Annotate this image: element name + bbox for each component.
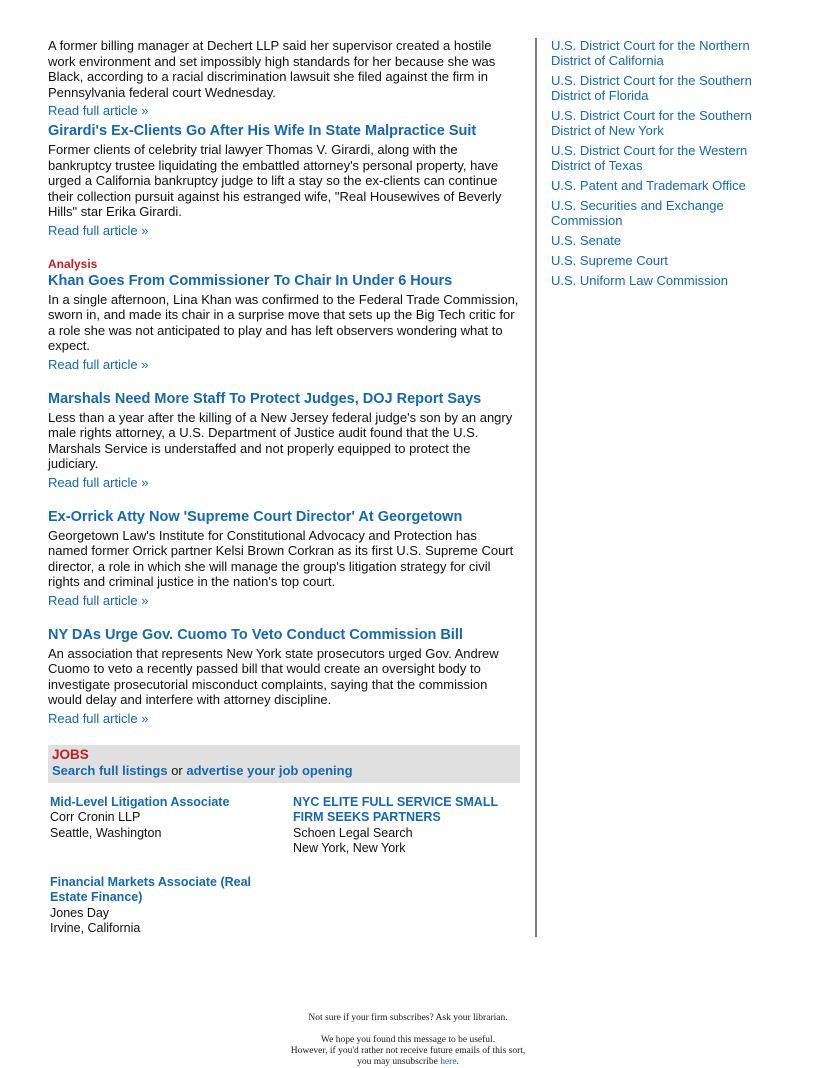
article-body: Former clients of celebrity trial lawyer Thomas V. Girardi, along with the bankruptcy trustee liquidating the embattled attorney's personal property, have urged a California bankruptcy judge to lift a stay so the ex-clients can continue their collection pursuit against his estranged wife, "Real Housewives of Beverly Hills" star Erika Girardi. [48,142,502,219]
footer-librarian-line: Not sure if your firm subscribes? Ask your librarian. [308,1012,508,1023]
courts-agencies-sidebar [551,38,766,293]
search-full-listings-link[interactable]: Search full listings [52,762,168,778]
read-full-article-link[interactable]: Read full article » [48,222,149,238]
article-title-link[interactable]: Ex-Orrick Atty Now 'Supreme Court Director' At Georgetown [48,508,463,525]
article-girardi [48,123,520,240]
read-full-article-link[interactable]: Read full article » [48,474,149,490]
sidebar-link-sec[interactable]: U.S. Securities and Exchange Commission [551,198,724,228]
sidebar-link-sd-florida[interactable]: U.S. District Court for the Southern District of Florida [551,73,752,103]
article-title-link[interactable]: NY DAs Urge Gov. Cuomo To Veto Conduct Commission Bill [48,626,463,643]
job-title-link[interactable]: NYC ELITE FULL SERVICE SMALL FIRM SEEKS PARTNERS [293,794,498,824]
article-title-link[interactable]: Girardi's Ex-Clients Go After His Wife In State Malpractice Suit [48,123,477,139]
article-khan [48,257,520,374]
sidebar-link-uniform-law-commission[interactable]: U.S. Uniform Law Commission [551,273,728,288]
jobs-section-header [48,745,520,783]
job-title-link[interactable]: Financial Markets Associate (Real Estate Finance) [50,874,252,904]
read-full-article-link[interactable]: Read full article » [48,356,149,372]
sidebar-link-sd-new-york[interactable]: U.S. District Court for the Southern District of New York [551,108,752,138]
article-nydas [48,627,520,728]
unsubscribe-suffix: . [456,1056,459,1067]
job-firm: Schoen Legal Search [293,825,413,840]
job-firm: Corr Cronin LLP [50,810,141,824]
job-listing [50,795,293,857]
article-title-link[interactable]: Marshals Need More Staff To Protect Judges, DOJ Report Says [48,390,482,407]
job-firm: Jones Day [50,905,110,920]
email-footer [0,1013,816,1068]
main-column [48,38,537,937]
jobs-listings [48,795,520,937]
advertise-job-link[interactable]: advertise your job opening [186,762,353,778]
read-full-article-link[interactable]: Read full article » [48,592,149,608]
article-body: A former billing manager at Dechert LLP said her supervisor created a hostile work environment and set impossibly high standards for her because she was Black, according to a racial discrimination lawsuit she filed against the firm in Pennsylvania federal court Wednesday. [48,38,496,100]
sidebar-link-uspto[interactable]: U.S. Patent and Trademark Office [551,178,746,193]
unsubscribe-link[interactable]: here [440,1056,457,1067]
article-dechert [48,38,520,120]
article-body: Georgetown Law's Institute for Constitutional Advocacy and Protection has named former Orrick partner Kelsi Brown Corkran as its first U.S. Supreme Court director, a role in which she will manage the group's litigation strategy for civil rights and criminal justice in the nation's top court. [48,527,514,589]
job-location: Irvine, California [50,921,141,935]
job-listing [50,875,293,937]
jobs-header-label: JOBS [52,746,89,762]
job-location: New York, New York [293,841,406,855]
read-full-article-link[interactable]: Read full article » [48,103,149,118]
sidebar-link-nd-california[interactable]: U.S. District Court for the Northern District of California [551,38,750,68]
footer-spacer [0,1024,816,1035]
footer-useful-line: We hope you found this message to be useful. [320,1034,496,1045]
unsubscribe-prefix: you may unsubscribe [357,1056,441,1067]
job-location: Seattle, Washington [50,825,162,840]
or-text: or [167,762,187,778]
jobs-links-row [52,763,514,779]
article-body: An association that represents New York state prosecutors urged Gov. Andrew Cuomo to veto a recently passed bill that would create an oversight body to investigate prosecutorial misconduct complaints, saying that the commission would delay and interfere with attorney discipline. [48,645,499,707]
article-title-link[interactable]: Khan Goes From Commissioner To Chair In Under 6 Hours [48,272,453,289]
footer-however-line: However, if you'd rather not receive future emails of this sort, [290,1045,526,1056]
sidebar-link-supreme-court[interactable]: U.S. Supreme Court [551,253,669,268]
footer-unsubscribe-line [0,1057,816,1068]
read-full-article-link[interactable]: Read full article » [48,710,149,726]
job-listing [293,795,523,857]
job-title-link[interactable]: Mid-Level Litigation Associate [50,794,230,809]
article-marshals [48,391,520,492]
article-body: In a single afternoon, Lina Khan was confirmed to the Federal Trade Commission, sworn in, and made its chair in a surprise move that sets up the Big Tech critic for a role she was not anticipated to play and has left observers wondering what to expect. [48,291,519,353]
sidebar-link-wd-texas[interactable]: U.S. District Court for the Western District of Texas [551,143,748,173]
analysis-kicker: Analysis [48,256,98,271]
article-orrick [48,509,520,610]
sidebar-link-us-senate[interactable]: U.S. Senate [551,233,622,248]
article-body: Less than a year after the killing of a New Jersey federal judge's son by an angry male rights attorney, a U.S. Department of Justice audit found that the U.S. Marshals Service is understaffed and not properly equipped to protect the judiciary. [48,409,513,471]
